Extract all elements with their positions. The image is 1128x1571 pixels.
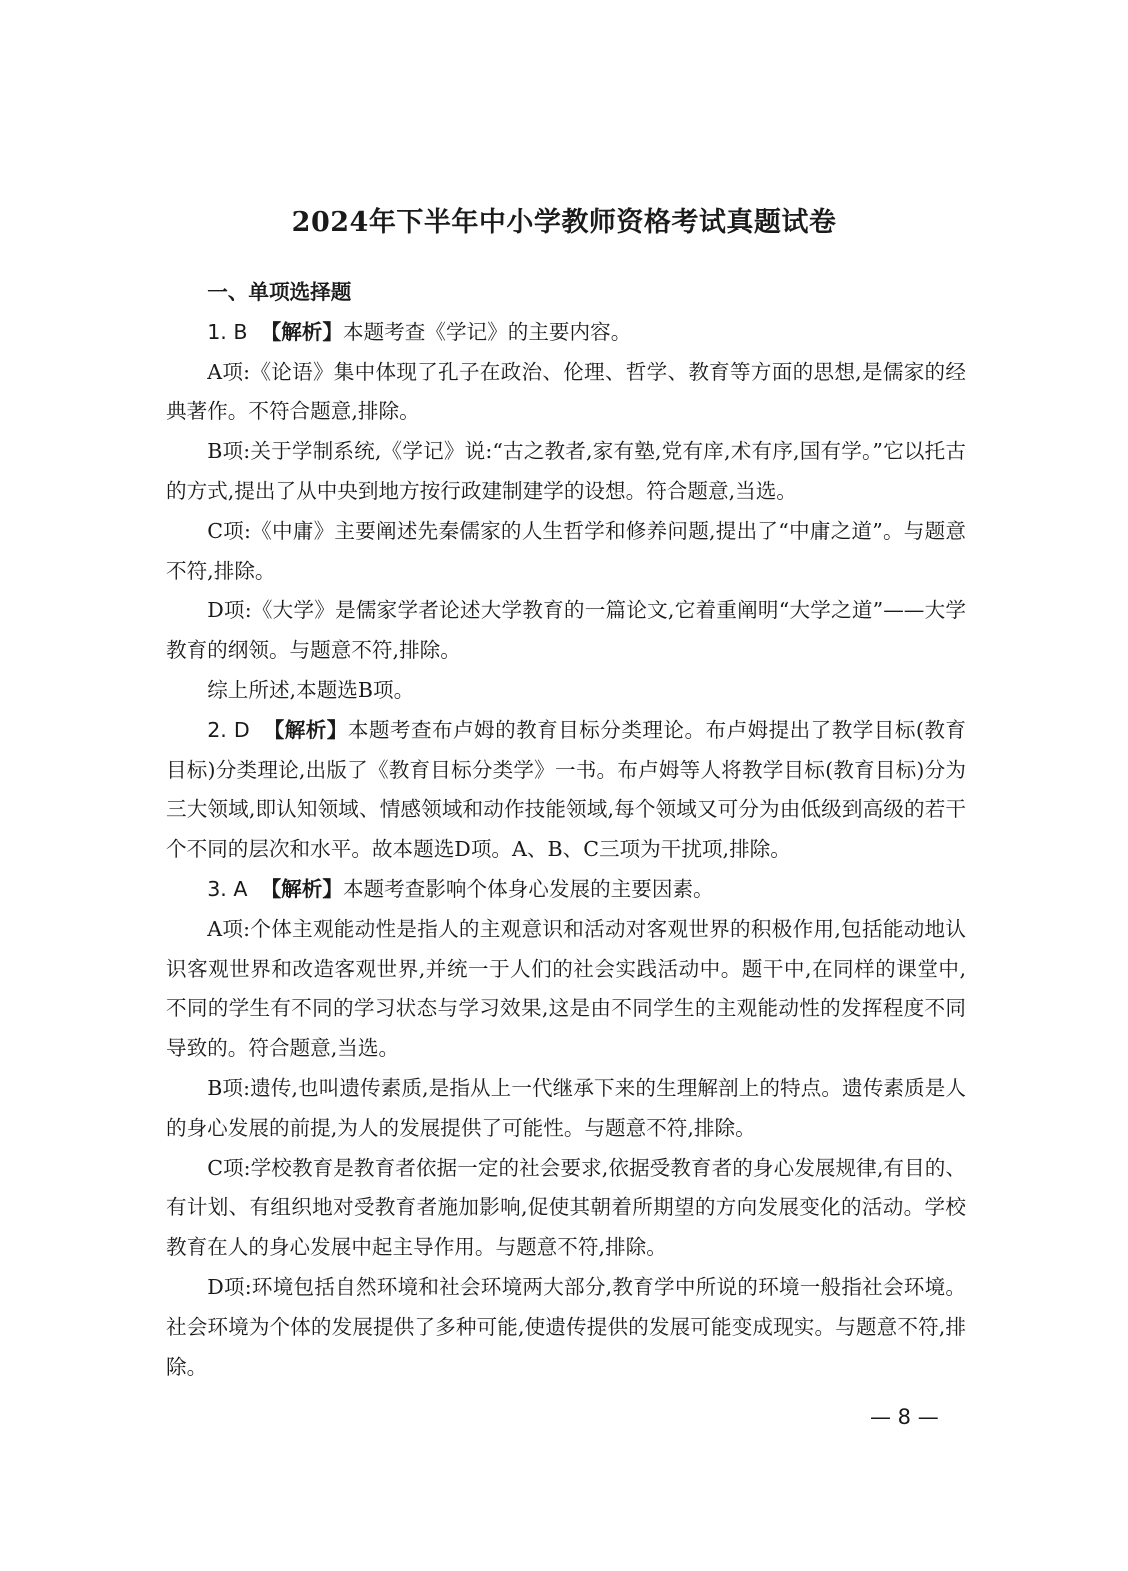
question-1-option-b: B项:关于学制系统,《学记》说:“古之教者,家有塾,党有庠,术有序,国有学。”它以托古的方式,提出了从中央到地方按行政建制建学的设想。符合题意,当选。 — [166, 439, 966, 503]
analysis-tag: 【解析】 — [260, 876, 343, 901]
question-intro-text: 本题考查《学记》的主要内容。 — [342, 319, 632, 344]
question-1-option-a: A项:《论语》集中体现了孔子在政治、伦理、哲学、教育等方面的思想,是儒家的经典著作。不符合题意,排除。 — [166, 359, 966, 424]
question-number: 2. D — [207, 717, 250, 742]
question-1-summary: 综上所述,本题选B项。 — [207, 677, 415, 702]
question-number: 1. B — [207, 319, 248, 344]
page-number: — 8 — — [870, 1405, 939, 1429]
question-1-intro — [166, 313, 966, 353]
question-1-option-d: D项:《大学》是儒家学者论述大学教育的一篇论文,它着重阐明“大学之道”——大学教育的纲领。与题意不符,排除。 — [166, 598, 966, 663]
question-1-option-c: C项:《中庸》主要阐述先秦儒家的人生哲学和修养问题,提出了“中庸之道”。与题意不符,排除。 — [166, 518, 966, 583]
analysis-tag: 【解析】 — [263, 717, 348, 742]
question-intro-text: 本题考查影响个体身心发展的主要因素。 — [342, 876, 714, 901]
question-3-intro — [166, 870, 966, 910]
question-3-option-c: C项:学校教育是教育者依据一定的社会要求,依据受教育者的身心发展规律,有目的、有计划、有组织地对受教育者施加影响,促使其朝着所期望的方向发展变化的活动。学校教育在人的身心发展中起主导作用。与题意不符,排除。 — [166, 1155, 966, 1260]
question-intro-text: 本题考查布卢姆的教育目标分类理论。布卢姆提出了教学目标(教育目标)分类理论,出版了《教育目标分类学》一书。布卢姆等人将教学目标(教育目标)分为三大领域,即认知领域、情感领域和动作技能领域,每个领域又可分为由低级到高级的若干个不同的层次和水平。故本题选D项。A、B、C三项为干扰项,排除。 — [166, 717, 966, 862]
question-3-option-a: A项:个体主观能动性是指人的主观意识和活动对客观世界的积极作用,包括能动地认识客观世界和改造客观世界,并统一于人们的社会实践活动中。题干中,在同样的课堂中,不同的学生有不同的学习状态与学习效果,这是由不同学生的主观能动性的发挥程度不同导致的。符合题意,当选。 — [166, 916, 966, 1061]
section-heading: 一、单项选择题 — [207, 280, 352, 304]
question-3-option-d: D项:环境包括自然环境和社会环境两大部分,教育学中所说的环境一般指社会环境。社会环境为个体的发展提供了多种可能,使遗传提供的发展可能变成现实。与题意不符,排除。 — [166, 1274, 966, 1379]
document-body — [166, 273, 966, 1387]
analysis-tag: 【解析】 — [260, 319, 343, 344]
question-3-option-b: B项:遗传,也叫遗传素质,是指从上一代继承下来的生理解剖上的特点。遗传素质是人的身心发展的前提,为人的发展提供了可能性。与题意不符,排除。 — [166, 1075, 966, 1140]
question-number: 3. A — [207, 876, 248, 901]
document-title: 2024年下半年中小学教师资格考试真题试卷 — [291, 207, 837, 238]
question-2-intro — [166, 711, 966, 870]
